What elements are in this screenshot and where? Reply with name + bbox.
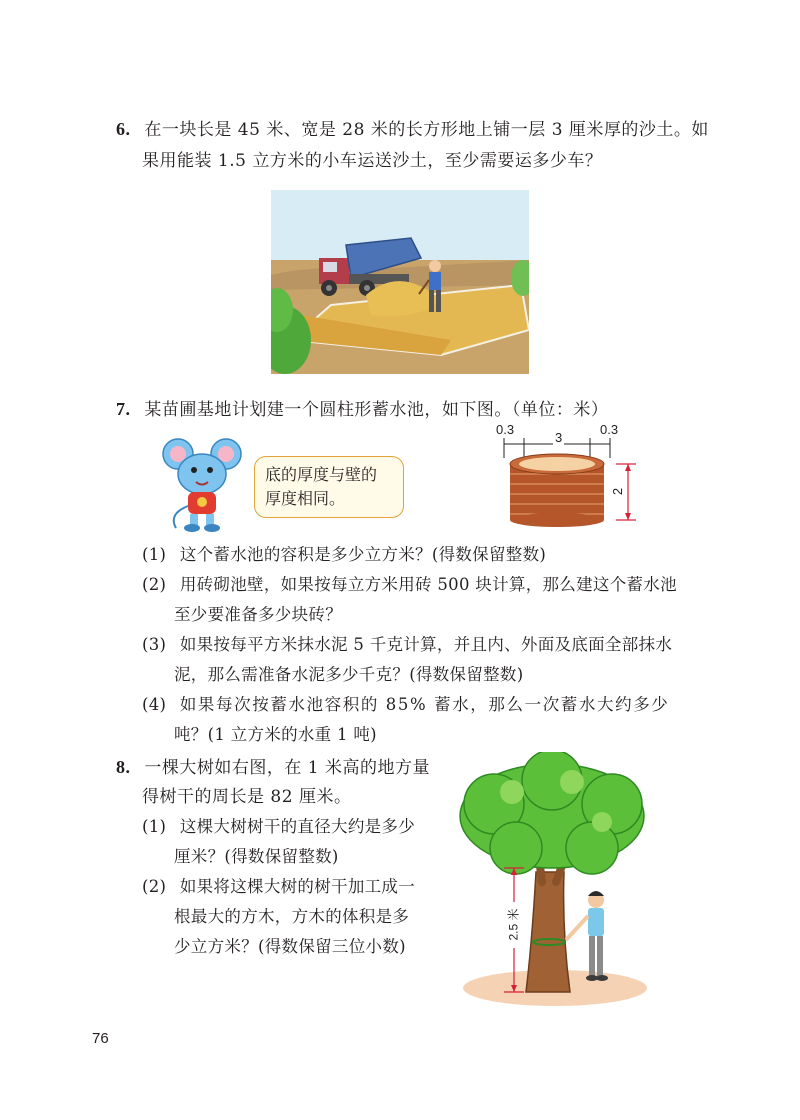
label-height: 2 <box>610 487 626 496</box>
sub-text: 这个蓄水池的容积是多少立方米？(得数保留整数) <box>179 545 547 564</box>
q7-sub1 <box>142 540 702 570</box>
truck-sand-illustration <box>271 190 529 374</box>
question-number: 6. <box>116 119 131 139</box>
question-8-line2 <box>142 782 452 812</box>
speech-bubble <box>254 456 404 518</box>
question-number: 8. <box>116 757 131 777</box>
q7-sub2 <box>142 570 702 600</box>
sub-text-line2: 至少要准备多少块砖？ <box>174 605 342 624</box>
question-number: 7. <box>116 399 131 419</box>
label-wall-left: 0.3 <box>496 422 515 437</box>
page-number: 76 <box>92 1030 109 1047</box>
question-text-line2: 得树干的周长是 82 厘米。 <box>142 787 352 807</box>
label-wall-right: 0.3 <box>600 422 619 437</box>
speech-line1: 底的厚度与壁的 <box>265 465 378 484</box>
tree-height-label: 2.5 米 <box>506 908 521 941</box>
question-text-line1: 一棵大树如右图，在 1 米高的地方量 <box>144 758 431 778</box>
q8-sub2-line2 <box>174 902 454 932</box>
q7-sub4 <box>142 690 702 720</box>
sub-number: (4) <box>142 695 167 714</box>
q7-sub4-line2 <box>174 720 704 750</box>
sub-text-line2: 厘米？(得数保留整数) <box>174 847 339 866</box>
q7-sub3 <box>142 630 702 660</box>
sub-text-line3: 少立方米？(得数保留三位小数) <box>174 937 406 956</box>
question-8 <box>116 752 446 783</box>
mouse-mascot <box>158 436 246 532</box>
sub-number: (3) <box>142 635 167 654</box>
question-text-line2: 果用能装 1.5 立方米的小车运送沙土，至少需要运多少车？ <box>142 151 603 171</box>
sub-text-line1: 用砖砌池壁，如果按每立方米用砖 500 块计算，那么建这个蓄水池 <box>179 575 677 594</box>
sub-text-line1: 这棵大树树干的直径大约是多少 <box>179 817 416 836</box>
label-inner-diameter: 3 <box>555 430 563 445</box>
sub-number: (2) <box>142 877 167 896</box>
sub-text-line2: 根最大的方木，方木的体积是多 <box>174 907 410 926</box>
sub-text-line2: 泥，那么需准备水泥多少千克？(得数保留整数) <box>174 665 524 684</box>
sub-text-line2: 吨？(1 立方米的水重 1 吨) <box>174 725 377 744</box>
pool-diagram <box>496 424 646 528</box>
sub-number: (2) <box>142 575 167 594</box>
q7-sub2-line2 <box>174 600 704 630</box>
q8-sub1-line2 <box>174 842 454 872</box>
question-6-line2 <box>142 146 742 176</box>
tree-illustration <box>452 752 658 1008</box>
question-text-line1: 在一块长是 45 米、宽是 28 米的长方形地上铺一层 3 厘米厚的沙土。如 <box>144 120 709 140</box>
sub-number: (1) <box>142 545 167 564</box>
speech-line2: 厚度相同。 <box>265 489 346 508</box>
q8-sub2 <box>142 872 452 902</box>
question-title: 某苗圃基地计划建一个圆柱形蓄水池，如下图。（单位：米） <box>144 400 609 420</box>
question-7 <box>116 394 716 425</box>
question-6 <box>116 114 716 145</box>
sub-text-line1: 如果按每平方米抹水泥 5 千克计算，并且内、外面及底面全部抹水 <box>179 635 673 654</box>
sub-text-line1: 如果每次按蓄水池容积的 85% 蓄水，那么一次蓄水大约多少 <box>179 695 670 714</box>
q8-sub2-line3 <box>174 932 454 962</box>
q7-sub3-line2 <box>174 660 704 690</box>
sub-number: (1) <box>142 817 167 836</box>
sub-text-line1: 如果将这棵大树的树干加工成一 <box>179 877 416 896</box>
q8-sub1 <box>142 812 452 842</box>
